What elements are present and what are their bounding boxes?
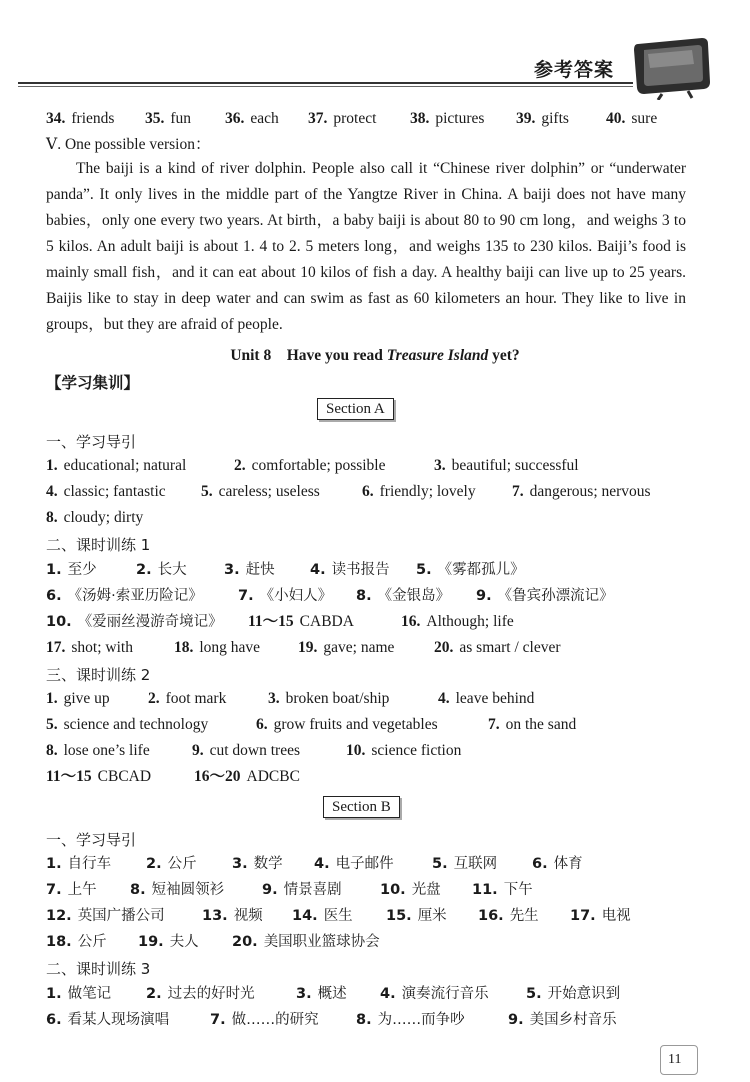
item-answer: beautiful; successful	[451, 457, 579, 474]
item-number: 2.	[146, 986, 162, 1002]
item-number: 16.	[401, 613, 421, 630]
part-v-heading: Ⅴ. One possible version：	[46, 136, 211, 153]
item-number: 9.	[476, 588, 492, 604]
item-answer: give up	[63, 690, 110, 707]
item-number: 1.	[46, 562, 62, 578]
item-number: 14.	[292, 908, 318, 924]
item-answer: gave; name	[323, 639, 395, 656]
item-answer: friends	[71, 110, 115, 127]
item-number: 19.	[298, 639, 318, 656]
item-answer: 长大	[157, 562, 187, 578]
item-number: 16.	[478, 908, 504, 924]
item-answer: 为……而争吵	[377, 1012, 465, 1028]
item-answer: 下午	[503, 882, 533, 898]
item-answer: CBCAD	[97, 768, 152, 785]
item-number: 12.	[46, 908, 72, 924]
item-answer: friendly; lovely	[379, 483, 476, 500]
item-answer: science fiction	[371, 742, 462, 759]
item-number: 8.	[46, 509, 58, 526]
item-number: 6.	[256, 716, 268, 733]
section-b-label: Section B	[323, 796, 400, 818]
item-answer: 开始意识到	[547, 986, 621, 1002]
item-answer: 《小妇人》	[259, 588, 333, 604]
header-rule-thin	[18, 86, 633, 87]
item-number: 2.	[234, 457, 246, 474]
item-answer: pictures	[435, 110, 485, 127]
item-answer: 概述	[317, 986, 347, 1002]
item-number: 11.	[472, 882, 498, 898]
item-answer: dangerous; nervous	[529, 483, 651, 500]
item-answer: 《爱丽丝漫游奇境记》	[77, 614, 223, 630]
item-number: 6.	[532, 856, 548, 872]
item-number: 3.	[224, 562, 240, 578]
item-answer: 视频	[233, 908, 263, 924]
item-answer: foot mark	[165, 690, 227, 707]
item-number: 37.	[308, 110, 328, 127]
item-number: 7.	[512, 483, 524, 500]
item-answer: 英国广播公司	[77, 908, 165, 924]
item-number: 17.	[570, 908, 596, 924]
item-number: 3.	[268, 690, 280, 707]
item-number: 3.	[434, 457, 446, 474]
item-number: 6.	[362, 483, 374, 500]
item-answer: 至少	[67, 562, 97, 578]
item-answer: 《汤姆·索亚历险记》	[67, 588, 203, 604]
item-answer: 过去的好时光	[167, 986, 255, 1002]
section-a-train1-heading: 二、课时训练 1	[46, 536, 151, 554]
item-number: 9.	[508, 1012, 524, 1028]
item-number: 7.	[488, 716, 500, 733]
item-answer: 公斤	[167, 856, 197, 872]
item-number: 5.	[46, 716, 58, 733]
item-number: 13.	[202, 908, 228, 924]
item-answer: broken boat/ship	[285, 690, 390, 707]
item-answer: grow fruits and vegetables	[273, 716, 438, 733]
item-answer: comfortable; possible	[251, 457, 386, 474]
section-a-guide-heading: 一、学习导引	[46, 433, 137, 451]
item-number: 8.	[130, 882, 146, 898]
item-answer: 公斤	[77, 934, 107, 950]
item-answer: 体育	[553, 856, 583, 872]
item-number: 3.	[232, 856, 248, 872]
item-number: 15.	[386, 908, 412, 924]
item-answer: 看某人现场演唱	[67, 1012, 170, 1028]
item-number: 1.	[46, 856, 62, 872]
item-answer: cloudy; dirty	[63, 509, 144, 526]
item-number: 4.	[380, 986, 396, 1002]
item-number: 10.	[46, 614, 72, 630]
item-answer: sure	[631, 110, 658, 127]
item-number: 7.	[46, 882, 62, 898]
item-answer: 短袖圆领衫	[151, 882, 225, 898]
item-answer: Although; life	[426, 613, 514, 630]
item-answer: each	[250, 110, 279, 127]
item-number: 7.	[238, 588, 254, 604]
item-answer: 美国职业篮球协会	[263, 934, 380, 950]
item-answer: 《雾都孤儿》	[437, 562, 525, 578]
item-number: 7.	[210, 1012, 226, 1028]
item-answer: as smart / clever	[459, 639, 561, 656]
item-answer: 做……的研究	[231, 1012, 319, 1028]
item-number: 40.	[606, 110, 626, 127]
item-answer: on the sand	[505, 716, 577, 733]
item-answer: 情景喜剧	[283, 882, 342, 898]
page-header	[0, 0, 750, 100]
item-answer: 做笔记	[67, 986, 112, 1002]
item-number: 8.	[356, 1012, 372, 1028]
item-answer: 光盘	[411, 882, 441, 898]
item-answer: fun	[170, 110, 192, 127]
item-answer: long have	[199, 639, 261, 656]
item-number: 9.	[192, 742, 204, 759]
unit-title-suffix: yet?	[488, 347, 520, 364]
item-number: 9.	[262, 882, 278, 898]
item-number: 1.	[46, 457, 58, 474]
item-number: 20.	[232, 934, 258, 950]
item-number: 35.	[145, 110, 165, 127]
header-title: 参考答案	[534, 59, 615, 81]
tv-screen-icon	[632, 34, 714, 100]
item-number: 5.	[201, 483, 213, 500]
essay-paragraph: The baiji is a kind of river dolphin. People also call it “Chinese river dolphin” or “underwater panda”. It only lives in the middle part of the Yangtze River in China. A baiji does not have many babies，only one every two years. At birth，a baby baiji is about 80 to 90 cm long，and weighs 3 to 5 kilos. An adult baiji is about 1. 4 to 2. 5 meters long，and weighs 135 to 230 kilos. Baiji’s food is mainly small fish，and it can eat about 10 kilos of fish a day. A healthy baiji can live up to 25 years. Baijis like to stay in deep water and can swim as fast as 60 kilometers an hour. They like to live in groups，but they are afraid of people.	[46, 160, 686, 333]
item-number: 1.	[46, 690, 58, 707]
item-number: 2.	[136, 562, 152, 578]
item-answer: 《金银岛》	[377, 588, 451, 604]
item-number: 3.	[296, 986, 312, 1002]
item-answer: 演奏流行音乐	[401, 986, 489, 1002]
item-answer: cut down trees	[209, 742, 301, 759]
item-answer: 夫人	[169, 934, 199, 950]
item-number: 20.	[434, 639, 454, 656]
item-answer: classic; fantastic	[63, 483, 166, 500]
item-number: 39.	[516, 110, 536, 127]
item-number: 2.	[148, 690, 160, 707]
item-number: 8.	[46, 742, 58, 759]
item-number: 36.	[225, 110, 245, 127]
unit-title	[0, 343, 750, 365]
item-number: 18.	[46, 934, 72, 950]
item-number: 4.	[310, 562, 326, 578]
item-answer: 读书报告	[331, 562, 390, 578]
item-number: 19.	[138, 934, 164, 950]
item-number: 1.	[46, 986, 62, 1002]
item-number: 4.	[46, 483, 58, 500]
item-answer: 医生	[323, 908, 353, 924]
item-number: 38.	[410, 110, 430, 127]
item-answer: ADCBC	[246, 768, 300, 785]
item-answer: 《鲁宾孙漂流记》	[497, 588, 614, 604]
section-b-guide-heading: 一、学习导引	[46, 831, 137, 849]
item-number: 5.	[416, 562, 432, 578]
item-answer: 电视	[601, 908, 631, 924]
item-number: 4.	[438, 690, 450, 707]
item-answer: science and technology	[63, 716, 209, 733]
section-a-train2-heading: 三、课时训练 2	[46, 666, 151, 684]
item-number: 6.	[46, 588, 62, 604]
item-answer: 赶快	[245, 562, 275, 578]
item-answer: educational; natural	[63, 457, 187, 474]
item-number: 17.	[46, 639, 66, 656]
item-number: 10.	[380, 882, 406, 898]
unit-title-book: Treasure Island	[386, 347, 489, 364]
item-number: 16～20	[194, 768, 241, 785]
item-number: 18.	[174, 639, 194, 656]
item-number: 10.	[346, 742, 366, 759]
item-number: 2.	[146, 856, 162, 872]
item-number: 6.	[46, 1012, 62, 1028]
item-answer: 美国乡村音乐	[529, 1012, 617, 1028]
item-answer: shot; with	[71, 639, 133, 656]
item-answer: lose one’s life	[63, 742, 150, 759]
item-number: 11～15	[46, 768, 92, 785]
item-answer: 上午	[67, 882, 97, 898]
item-answer: CABDA	[299, 613, 354, 630]
section-b-train3-heading: 二、课时训练 3	[46, 960, 151, 978]
item-answer: 厘米	[417, 908, 447, 924]
item-answer: gifts	[541, 110, 569, 127]
item-number: 5.	[526, 986, 542, 1002]
item-answer: leave behind	[455, 690, 535, 707]
item-answer: careless; useless	[218, 483, 320, 500]
page-number: 11	[668, 1052, 682, 1067]
study-heading: 【学习集训】	[46, 374, 140, 392]
section-a-label: Section A	[317, 398, 394, 420]
item-answer: 互联网	[453, 856, 498, 872]
unit-title-prefix: Unit 8 Have you read	[230, 347, 387, 364]
item-answer: 电子邮件	[335, 856, 394, 872]
item-answer: 先生	[509, 908, 539, 924]
item-number: 8.	[356, 588, 372, 604]
item-number: 5.	[432, 856, 448, 872]
item-number: 11～15	[248, 613, 294, 630]
item-number: 4.	[314, 856, 330, 872]
item-answer: 数学	[253, 856, 283, 872]
item-answer: 自行车	[67, 856, 112, 872]
header-rule	[18, 82, 633, 84]
item-number: 34.	[46, 110, 66, 127]
item-answer: protect	[333, 110, 377, 127]
